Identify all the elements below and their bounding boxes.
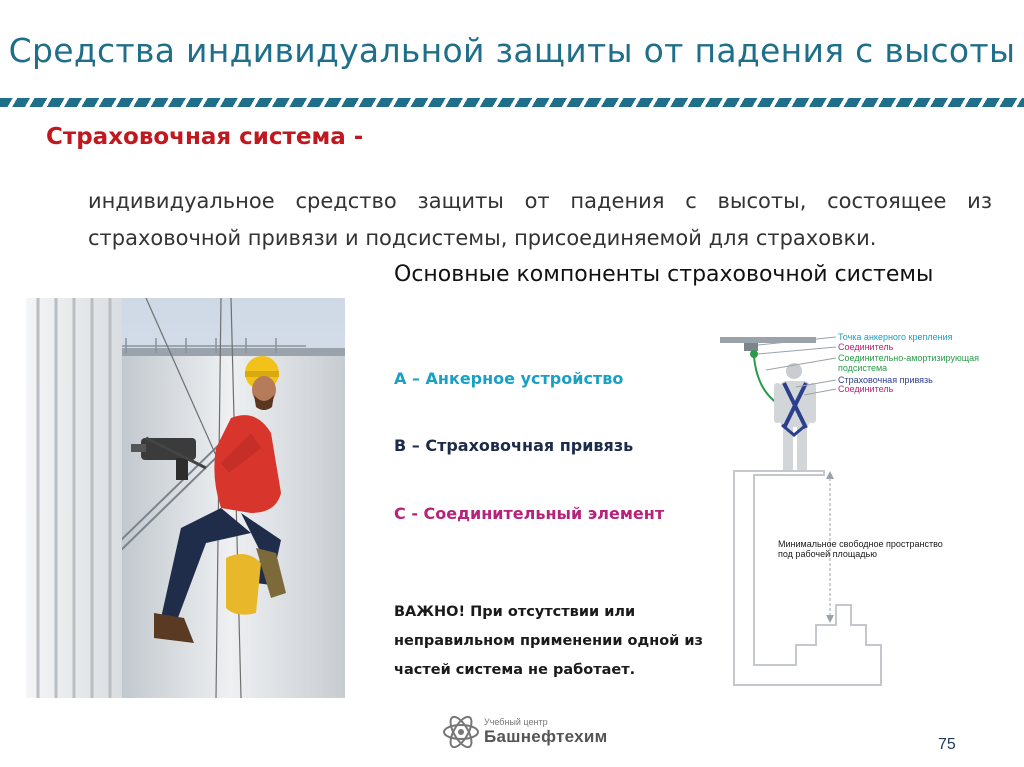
important-note: ВАЖНО! При отсутствии или неправильном применении одной из частей система не работает. [394,604,703,678]
component-a: А – Анкерное устройство [394,369,624,388]
label-harness: Страховочная привязь [838,375,933,385]
platform-structure [734,471,881,685]
label-connector-2: Соединитель [838,384,894,394]
logo-caption: Учебный центр [484,717,548,727]
person-figure [774,363,816,471]
slide-title: Средства индивидуальной защиты от падения с высоты [8,31,1016,70]
anchor-point-icon [744,343,758,351]
components-heading: Основные компоненты страховочной системы [394,262,934,287]
definition-text: индивидуальное средство защиты от падения с высоты, состоящее из страховочной привязи и подсистемы, присоединяемой для страховки. [88,189,992,250]
component-c: С - Соединительный элемент [394,504,665,523]
atom-logo-icon [441,712,481,752]
label-anchor-point: Точка анкерного крепления [838,332,953,342]
clearance-label-2: под рабочей площадью [778,549,877,559]
anchor-connector-icon [750,350,758,358]
title-divider-stripe [0,98,1024,107]
fall-arrest-diagram [716,325,1016,705]
slide-subtitle: Страховочная система - [46,124,364,150]
anchor-beam [720,337,816,343]
label-subsystem: Соединительно-амортизирующая [838,353,979,363]
rope-access-worker-photo [26,298,345,698]
label-subsystem-cont: подсистема [838,363,888,373]
component-b: В – Страховочная привязь [394,436,634,455]
label-connector: Соединитель [838,342,894,352]
logo-name: Башнефтехим [484,727,608,746]
clearance-label-1: Минимальное свободное пространство [778,539,943,549]
page-number: 75 [938,736,956,753]
